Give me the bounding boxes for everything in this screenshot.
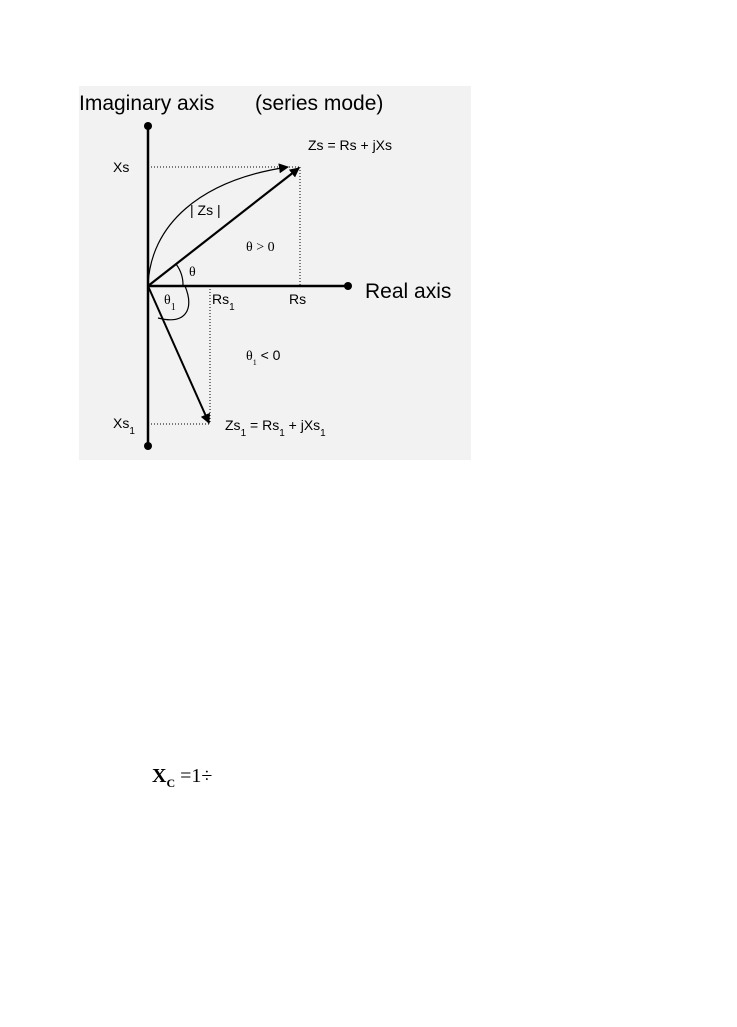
- zs-magnitude-arc: [148, 167, 288, 286]
- formula-rest: =1÷: [175, 765, 213, 787]
- zs-magnitude-label: | Zs |: [190, 202, 221, 218]
- rs-label: Rs: [289, 291, 307, 307]
- zs-vector: [148, 168, 299, 286]
- zs-equation-label: Zs = Rs + jXs: [308, 137, 393, 153]
- theta1-label: $\theta_1$: [164, 293, 176, 313]
- xs-label: Xs: [113, 159, 130, 175]
- theta-angle-arc: [176, 264, 183, 286]
- theta1-condition-label: $\theta_1 < 0$: [246, 347, 281, 367]
- capacitive-reactance-formula: [152, 765, 212, 791]
- rs1-label: $Rs_1$: [212, 291, 235, 313]
- imaginary-axis-top-endpoint: [144, 122, 152, 130]
- zs1-equation-label: $Zs_1 = Rs_1 + jXs_1$: [225, 417, 326, 439]
- xs1-label: $Xs_1$: [113, 415, 135, 437]
- imaginary-axis-bottom-endpoint: [144, 442, 152, 450]
- formula-subscript: C: [166, 776, 176, 790]
- zs1-vector: [148, 286, 209, 423]
- real-axis-endpoint: [344, 282, 352, 290]
- imaginary-axis-title: Imaginary axis: [79, 92, 215, 115]
- theta-condition-label: θ > 0: [246, 240, 275, 255]
- series-mode-title: (series mode): [255, 92, 384, 115]
- formula-x: X: [152, 765, 167, 787]
- real-axis-label: Real axis: [365, 280, 452, 303]
- theta-label: θ: [189, 265, 196, 280]
